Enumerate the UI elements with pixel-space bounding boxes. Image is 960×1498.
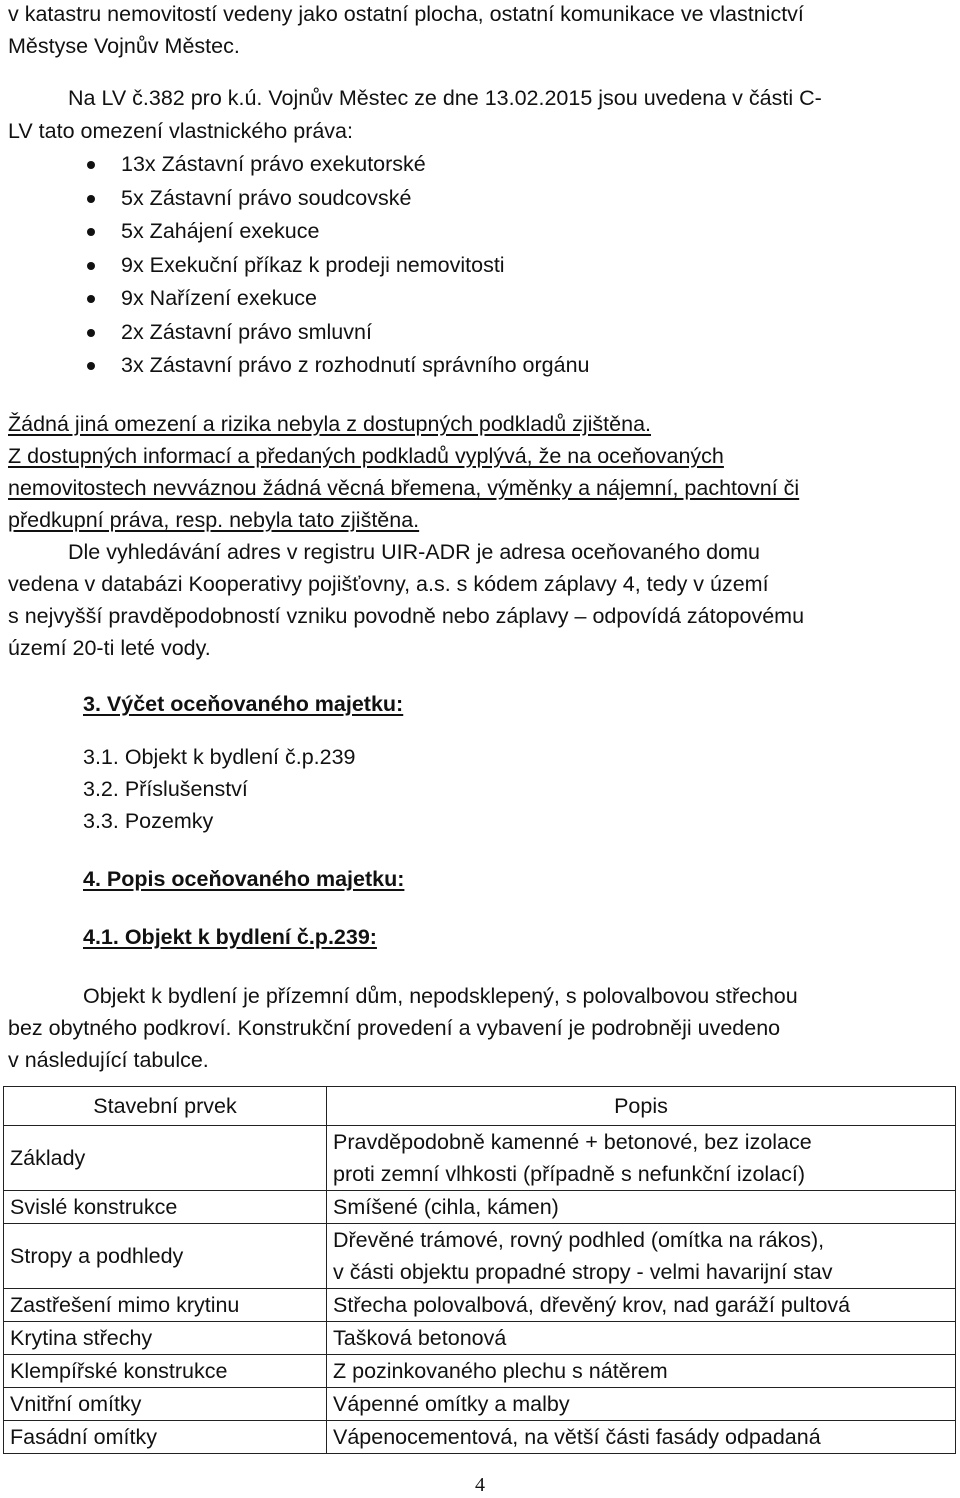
table-cell-description: Smíšené (cihla, kámen): [327, 1191, 956, 1224]
table-cell-description: Vápenné omítky a malby: [327, 1388, 956, 1421]
section-3-item-3: 3.3. Pozemky: [83, 809, 214, 833]
findings-line-4: předkupní práva, resp. nebyla tato zjištěna.: [8, 508, 420, 532]
construction-table: [3, 1086, 956, 1454]
table-cell-element: Fasádní omítky: [4, 1421, 327, 1454]
list-item: 2x Zástavní právo smluvní: [8, 318, 590, 352]
section-4-1-heading: 4.1. Objekt k bydlení č.p.239:: [83, 925, 377, 949]
table-cell-description: Střecha polovalbová, dřevěný krov, nad garáží pultová: [327, 1289, 956, 1322]
table-row: [4, 1224, 956, 1289]
table-cell-element: Krytina střechy: [4, 1322, 327, 1355]
table-header-row: [4, 1087, 956, 1126]
intro-line-3: Na LV č.382 pro k.ú. Vojnův Městec ze dne 13.02.2015 jsou uvedena v části C-: [68, 86, 822, 110]
list-item: 5x Zástavní právo soudcovské: [8, 184, 590, 218]
findings-line-3: nemovitostech nevváznou žádná věcná břemena, výměnky a nájemní, pachtovní či: [8, 476, 800, 500]
list-item: 5x Zahájení exekuce: [8, 217, 590, 251]
section-3-item-2: 3.2. Příslušenství: [83, 777, 248, 801]
table-row: [4, 1191, 956, 1224]
section-3-item-1: 3.1. Objekt k bydlení č.p.239: [83, 745, 356, 769]
intro-line-4: LV tato omezení vlastnického práva:: [8, 119, 353, 143]
page-number: 4: [475, 1474, 485, 1496]
table-cell-description: Vápenocementová, na větší části fasády odpadaná: [327, 1421, 956, 1454]
list-item: 13x Zástavní právo exekutorské: [8, 150, 590, 184]
flood-line-3: s nejvyšší pravděpodobností vzniku povodně nebo záplavy – odpovídá zátopovému: [8, 604, 805, 628]
findings-line-1: Žádná jiná omezení a rizika nebyla z dostupných podkladů zjištěna.: [8, 412, 651, 436]
table-row: [4, 1355, 956, 1388]
table-cell-element: Klempířské konstrukce: [4, 1355, 327, 1388]
flood-line-1: Dle vyhledávání adres v registru UIR-ADR je adresa oceňovaného domu: [68, 540, 760, 564]
list-item: 9x Nařízení exekuce: [8, 284, 590, 318]
column-header-element: Stavební prvek: [4, 1087, 327, 1126]
column-header-description: Popis: [327, 1087, 956, 1126]
table-row: [4, 1421, 956, 1454]
findings-line-2: Z dostupných informací a předaných podkladů vyplývá, že na oceňovaných: [8, 444, 724, 468]
description-line-3: v následující tabulce.: [8, 1048, 209, 1072]
intro-line-2: Městyse Vojnův Městec.: [8, 34, 240, 58]
table-row: [4, 1289, 956, 1322]
list-item: 3x Zástavní právo z rozhodnutí správního orgánu: [8, 351, 590, 385]
table-row: [4, 1388, 956, 1421]
table-cell-element: Vnitřní omítky: [4, 1388, 327, 1421]
table-cell-description: Z pozinkovaného plechu s nátěrem: [327, 1355, 956, 1388]
description-text: Pravděpodobně kamenné + betonové, bez izolace: [333, 1130, 812, 1154]
table-cell-description: [327, 1224, 956, 1289]
table-cell-description: [327, 1126, 956, 1191]
description-line-2: bez obytného podkroví. Konstrukční provedení a vybavení je podrobněji uvedeno: [8, 1016, 781, 1040]
restrictions-list: [8, 150, 590, 385]
flood-line-4: území 20-ti leté vody.: [8, 636, 211, 660]
description-text: Dřevěné trámové, rovný podhled (omítka na rákos),: [333, 1228, 825, 1252]
list-item: 9x Exekuční příkaz k prodeji nemovitosti: [8, 251, 590, 285]
section-3-heading: 3. Výčet oceňovaného majetku:: [83, 692, 404, 716]
table-row: [4, 1126, 956, 1191]
intro-line-1: v katastru nemovitostí vedeny jako ostatní plocha, ostatní komunikace ve vlastnictví: [8, 2, 804, 26]
flood-line-2: vedena v databázi Kooperativy pojišťovny, a.s. s kódem záplavy 4, tedy v území: [8, 572, 769, 596]
table-cell-description: Tašková betonová: [327, 1322, 956, 1355]
section-4-heading: 4. Popis oceňovaného majetku:: [83, 867, 405, 891]
table-cell-element: Zastřešení mimo krytinu: [4, 1289, 327, 1322]
table-cell-element: Stropy a podhledy: [4, 1224, 327, 1289]
description-line-1: Objekt k bydlení je přízemní dům, nepodsklepený, s polovalbovou střechou: [83, 984, 798, 1008]
description-text: proti zemní vlhkosti (případně s nefunkční izolací): [333, 1162, 806, 1186]
table-row: [4, 1322, 956, 1355]
table-cell-element: Svislé konstrukce: [4, 1191, 327, 1224]
description-text: v části objektu propadné stropy - velmi havarijní stav: [333, 1260, 833, 1284]
table-cell-element: Základy: [4, 1126, 327, 1191]
